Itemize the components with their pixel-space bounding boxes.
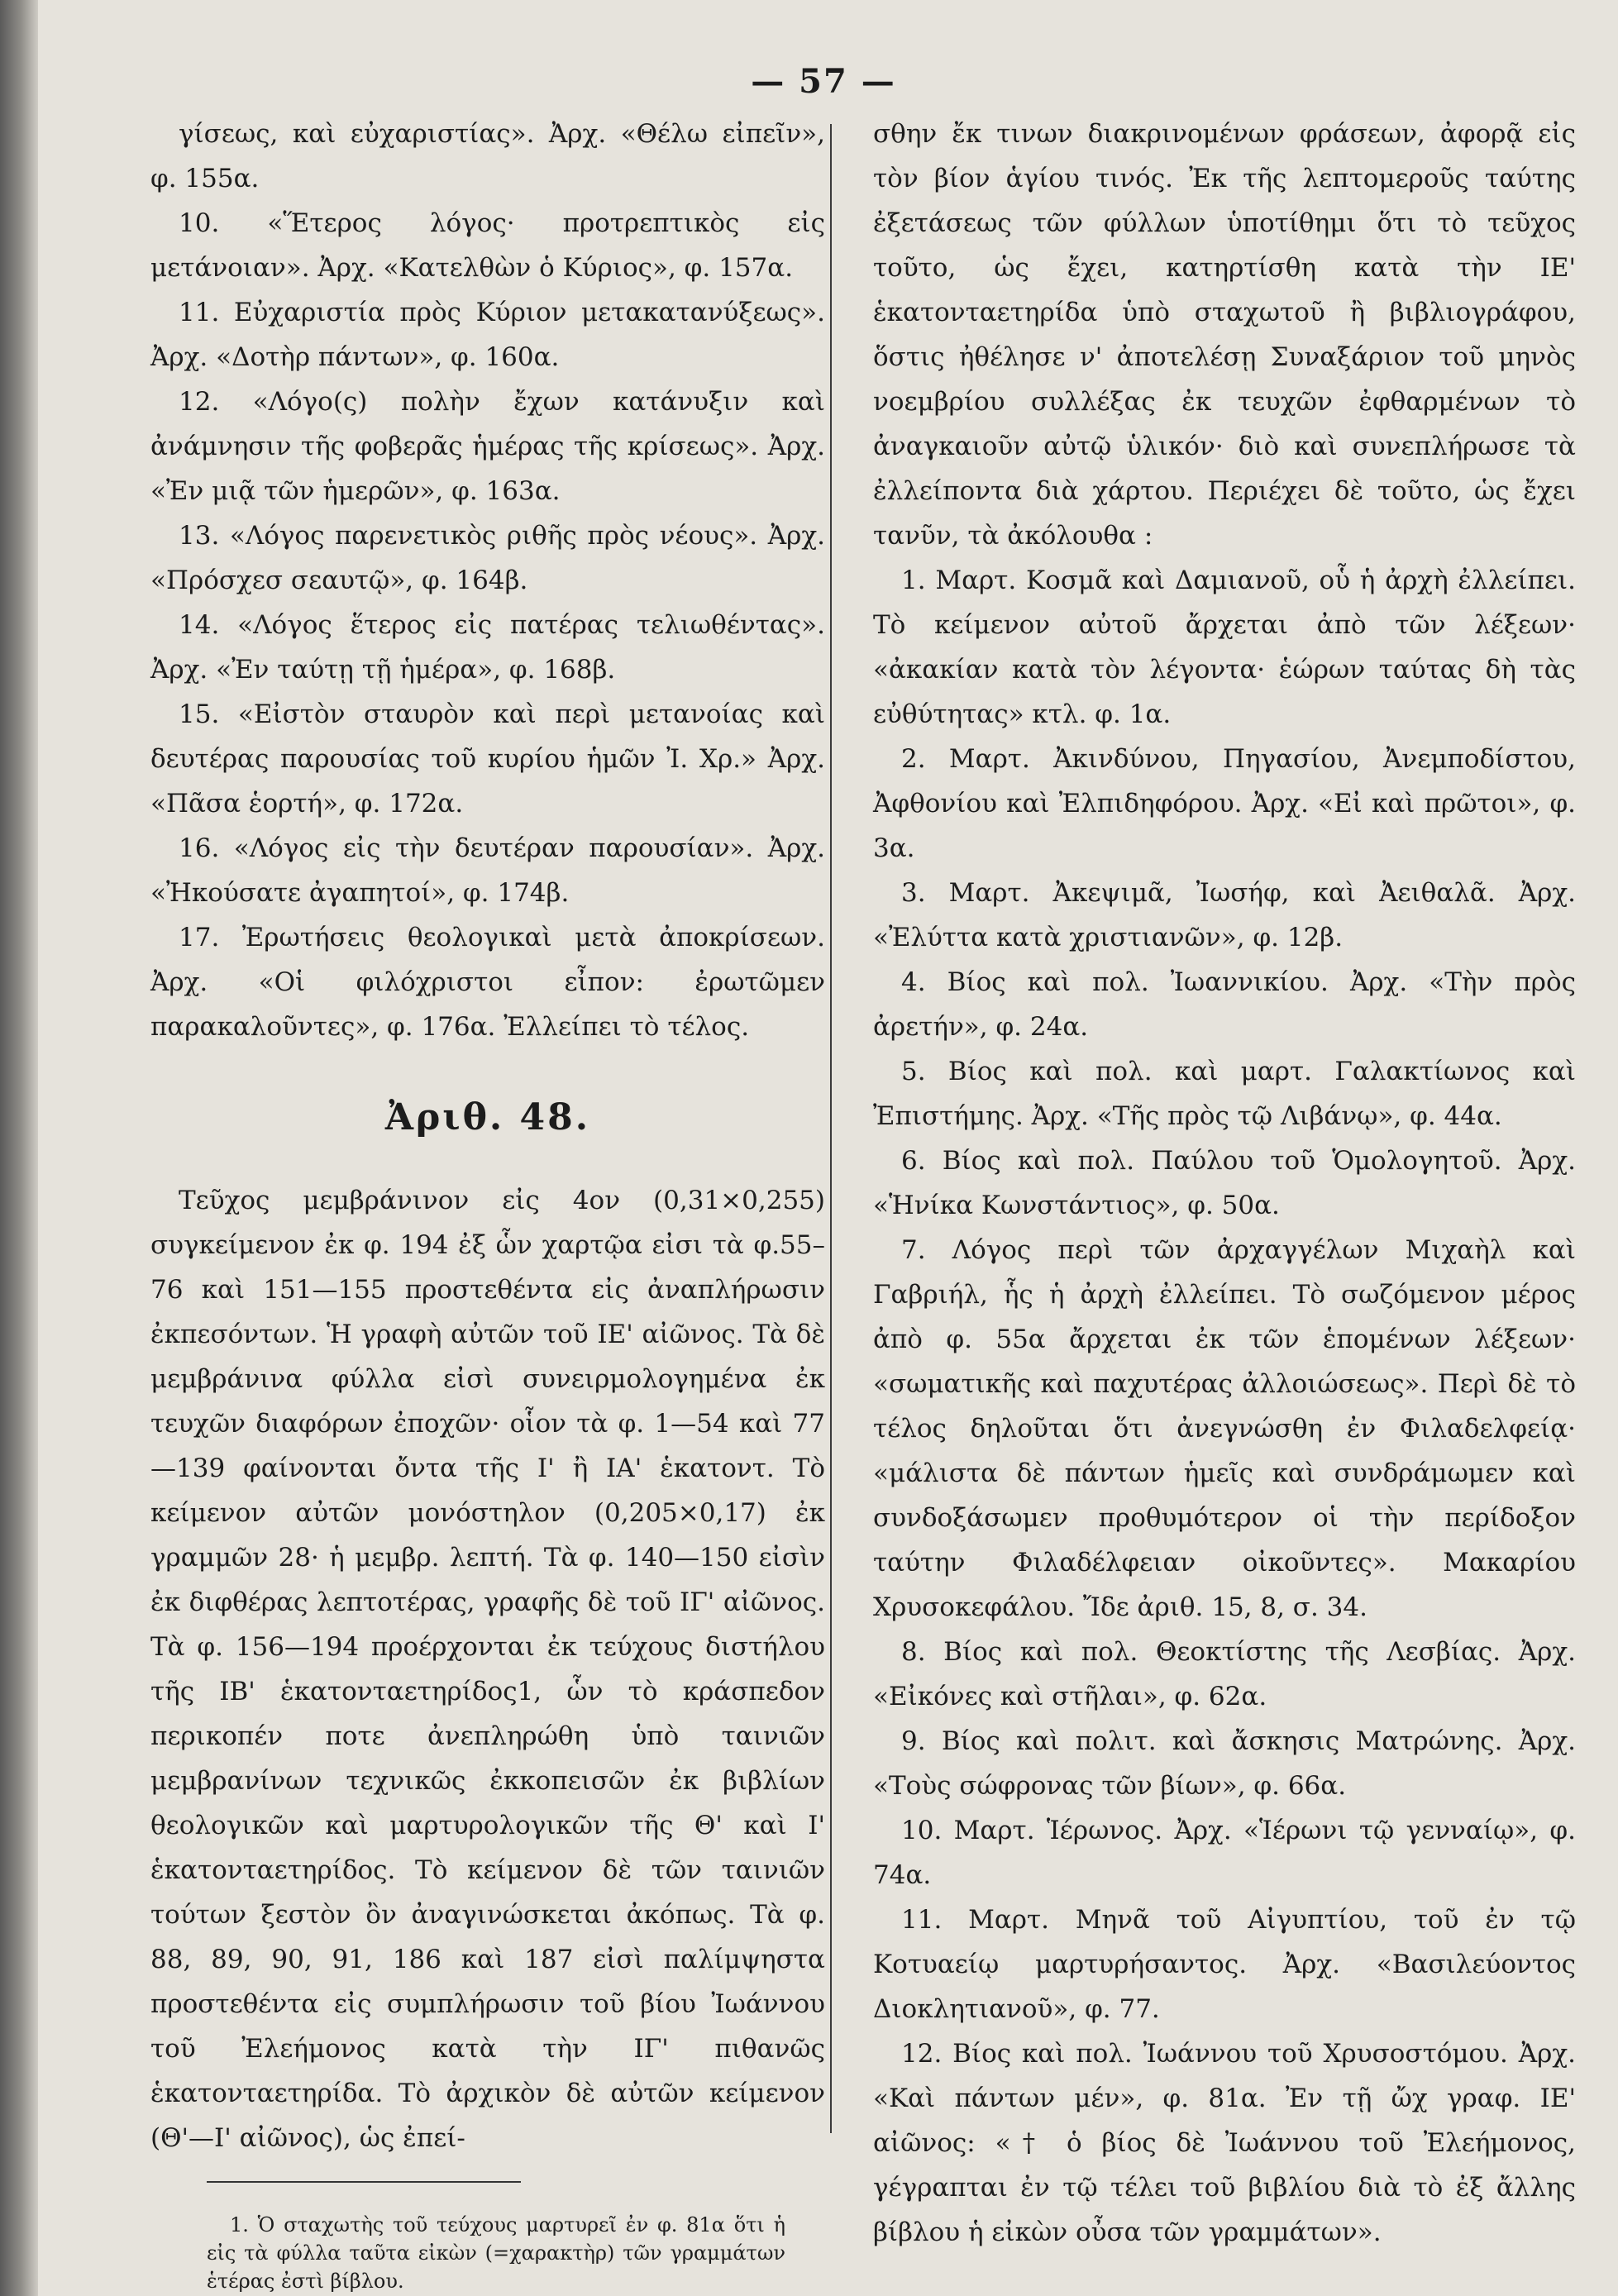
right-entry: 7. Λόγος περὶ τῶν ἀρχαγγέλων Μιχαὴλ καὶ Γαβριήλ, ἧς ἡ ἀρχὴ ἐλλείπει. Τὸ σωζόμενον μέρος ἀπὸ φ. 55α ἄρχεται ἐκ τῶν ἑπομένων λέξεων· «σωματικῆς καὶ παχυτέρας ἀλλοιώσεως». Περὶ δὲ τὸ τέλος δηλοῦται ὅτι ἀνεγνώσθη ἐν Φιλαδελφείᾳ· «μάλιστα δὲ πάντων ἡμεῖς καὶ συνδράμωμεν καὶ συνδοξάσωμεν προθυμότερον οἱ τὴν περίδοξον ταύτην Φιλαδέλφειαν οἰκοῦντες». Μακαρίου Χρυσοκεφάλου. Ἴδε ἀριθ. 15, 8, σ. 34. (873, 1235, 1576, 1622)
left-entry: 16. «Λόγος εἰς τὴν δευτέραν παρουσίαν». Ἀρχ. «Ἠκούσατε ἀγαπητοί», φ. 174β. (150, 833, 825, 908)
left-entry: 13. «Λόγος παρενετικὸς ριθῆς πρὸς νέους». Ἀρχ. «Πρόσχεσ σεαυτῷ», φ. 164β. (150, 521, 825, 595)
left-entry: 12. «Λόγο(ς) πολὴν ἔχων κατάνυξιν καὶ ἀνάμνησιν τῆς φοβερᾶς ἡμέρας τῆς κρίσεως». Ἀρχ. «Ἐν μιᾷ τῶν ἡμερῶν», φ. 163α. (150, 387, 825, 506)
left-column (150, 112, 825, 2160)
right-entry: 3. Μαρτ. Ἀκεψιμᾶ, Ἰωσήφ, καὶ Ἀειθαλᾶ. Ἀρχ. «Ἐλύττα κατὰ χριστιανῶν», φ. 12β. (873, 878, 1576, 952)
manuscript-description: Τεῦχος μεμβράνινον εἰς 4ον (0,31×0,255) συγκείμενον ἐκ φ. 194 ἐξ ὧν χαρτῷα εἰσι τὰ φ.55–76 καὶ 151—155 προστεθέντα εἰς ἀναπλήρωσιν ἐκπεσόντων. Ἡ γραφὴ αὐτῶν τοῦ ΙΕ' αἰῶνος. Τὰ δὲ μεμβράνινα φύλλα εἰσὶ συνειρμολογημένα ἐκ τευχῶν διαφόρων ἐποχῶν· οἷον τὰ φ. 1—54 καὶ 77—139 φαίνονται ὄντα τῆς Ι' ἢ ΙΑ' ἑκατοντ. Τὸ κείμενον αὐτῶν μονόστηλον (0,205×0,17) ἐκ γραμμῶν 28· ἡ μεμβρ. λεπτή. Τὰ φ. 140—150 εἰσὶν ἐκ διφθέρας λεπτοτέρας, γραφῆς δὲ τοῦ ΙΓ' αἰῶνος. Τὰ φ. 156—194 προέρχονται ἐκ τεύχους διστήλου τῆς ΙΒ' ἑκατονταετηρίδος1, ὧν τὸ κράσπεδον περικοπέν ποτε ἀνεπληρώθη ὑπὸ ταινιῶν μεμβρανίνων τεχνικῶς ἐκκοπεισῶν ἐκ βιβλίων θεολογικῶν καὶ μαρτυρολογικῶν τῆς Θ' καὶ Ι' ἑκατονταετηρίδος. Τὸ κείμενον δὲ τῶν ταινιῶν τούτων ξεστὸν ὂν ἀναγινώσκεται ἀκόπως. Τὰ φ. 88, 89, 90, 91, 186 καὶ 187 εἰσὶ παλίμψηστα προστεθέντα εἰς συμπλήρωσιν τοῦ βίου Ἰωάννου τοῦ Ἐλεήμονος κατὰ τὴν ΙΓ' πιθανῶς ἑκατονταετηρίδα. Τὸ ἀρχικὸν δὲ αὐτῶν κείμενον (Θ'—Ι' αἰῶνος), ὡς ἐπεί- (150, 1186, 825, 2153)
right-entry: 11. Μαρτ. Μηνᾶ τοῦ Αἰγυπτίου, τοῦ ἐν τῷ Κοτυαείῳ μαρτυρήσαντος. Ἀρχ. «Βασιλεύοντος Διοκλητιανοῦ», φ. 77. (873, 1905, 1576, 2024)
right-entry: 1. Μαρτ. Κοσμᾶ καὶ Δαμιανοῦ, οὗ ἡ ἀρχὴ ἐλλείπει. Τὸ κείμενον αὐτοῦ ἄρχεται ἀπὸ τῶν λέξεων· «ἀκακίαν κατὰ τὸν λέγοντα· ἑώρων ταύτας δὴ τὰς εὐθύτητας» κτλ. φ. 1α. (873, 566, 1576, 729)
book-gutter-shadow (0, 0, 38, 2296)
right-entry: 8. Βίος καὶ πολ. Θεοκτίστης τῆς Λεσβίας. Ἀρχ. «Εἰκόνες καὶ στῆλαι», φ. 62α. (873, 1637, 1576, 1711)
page-number: — 57 — (751, 62, 896, 101)
footnote-rule (207, 2181, 521, 2183)
right-entry: 5. Βίος καὶ πολ. καὶ μαρτ. Γαλακτίωνος καὶ Ἐπιστήμης. Ἀρχ. «Τῆς πρὸς τῷ Λιβάνῳ», φ. 44α. (873, 1057, 1576, 1131)
footnote: 1. Ὁ σταχωτὴς τοῦ τεύχους μαρτυρεῖ ἐν φ. 81α ὅτι ἡ εἰς τὰ φύλλα ταῦτα εἰκὼν (=χαρακτὴρ) τῶν γραμμάτων ἑτέρας ἐστὶ βίβλου. (207, 2213, 785, 2293)
right-entry: 12. Βίος καὶ πολ. Ἰωάννου τοῦ Χρυσοστόμου. Ἀρχ. «Καὶ πάντων μέν», φ. 81α. Ἐν τῇ ὤχ γραφ. ΙΕ' αἰῶνος: «† ὁ βίος δὲ Ἰωάννου τοῦ Ἐλεήμονος, γέγραπται ἐν τῷ τέλει τοῦ βιβλίου διὰ τὸ ἐξ ἄλλης βίβλου ἡ εἰκὼν οὖσα τῶν γραμμάτων». (873, 2039, 1576, 2247)
left-entry: 14. «Λόγος ἕτερος εἰς πατέρας τελιωθέντας». Ἀρχ. «Ἐν ταύτῃ τῇ ἡμέρα», φ. 168β. (150, 610, 825, 685)
right-entry: 9. Βίος καὶ πολιτ. καὶ ἄσκησις Ματρώνης. Ἀρχ. «Τοὺς σώφρονας τῶν βίων», φ. 66α. (873, 1726, 1576, 1801)
left-entry: 11. Εὐχαριστία πρὸς Κύριον μετακατανύξεως». Ἀρχ. «Δοτὴρ πάντων», φ. 160α. (150, 298, 825, 372)
left-entry: 15. «Εἰστὸν σταυρὸν καὶ περὶ μετανοίας καὶ δευτέρας παρουσίας τοῦ κυρίου ἡμῶν Ἰ. Χρ.» Ἀρχ. «Πᾶσα ἑορτή», φ. 172α. (150, 699, 825, 819)
left-entry: γίσεως, καὶ εὐχαριστίας». Ἀρχ. «Θέλω εἰπεῖν», φ. 155α. (150, 119, 825, 193)
left-entry: 10. «Ἕτερος λόγος· προτρεπτικὸς εἰς μετάνοιαν». Ἀρχ. «Κατελθὼν ὁ Κύριος», φ. 157α. (150, 208, 825, 283)
right-entry: 6. Βίος καὶ πολ. Παύλου τοῦ Ὁμολογητοῦ. Ἀρχ. «Ἡνίκα Κωνστάντιος», φ. 50α. (873, 1146, 1576, 1220)
right-entry: 4. Βίος καὶ πολ. Ἰωαννικίου. Ἀρχ. «Τὴν πρὸς ἀρετήν», φ. 24α. (873, 967, 1576, 1042)
right-column (873, 112, 1576, 2255)
left-entry: 17. Ἐρωτήσεις θεολογικαὶ μετὰ ἀποκρίσεων. Ἀρχ. «Οἱ φιλόχριστοι εἶπον: ἐρωτῶμεν παρακαλοῦντες», φ. 176α. Ἐλλείπει τὸ τέλος. (150, 923, 825, 1042)
right-entry: 2. Μαρτ. Ἀκινδύνου, Πηγασίου, Ἀνεμποδίστου, Ἀφθονίου καὶ Ἐλπιδηφόρου. Ἀρχ. «Εἰ καὶ πρῶτοι», φ. 3α. (873, 744, 1576, 863)
book-page (38, 0, 1618, 2296)
right-entry: 10. Μαρτ. Ἱέρωνος. Ἀρχ. «Ἱέρωνι τῷ γενναίῳ», φ. 74α. (873, 1816, 1576, 1890)
column-divider (830, 124, 832, 2133)
right-intro: σθην ἔκ τινων διακρινομένων φράσεων, ἀφορᾷ εἰς τὸν βίον ἁγίου τινός. Ἐκ τῆς λεπτομεροῦς ταύτης ἐξετάσεως τῶν φύλλων ὑποτίθημι ὅτι τὸ τεῦχος τοῦτο, ὡς ἔχει, κατηρτίσθη κατὰ τὴν ΙΕ' ἑκατονταετηρίδα ὑπὸ σταχωτοῦ ἢ βιβλιογράφου, ὅστις ἠθέλησε ν' ἀποτελέσῃ Συναξάριον τοῦ μηνὸς νοεμβρίου συλλέξας ἐκ τευχῶν ἐφθαρμένων τὸ ἀναγκαιοῦν αὐτῷ ὑλικόν· διὸ καὶ συνεπλήρωσε τὰ ἐλλείποντα διὰ χάρτου. Περιέχει δὲ τοῦτο, ὡς ἔχει τανῦν, τὰ ἀκόλουθα : (873, 119, 1576, 551)
manuscript-number-heading: Ἀριθ. 48. (384, 1096, 591, 1138)
